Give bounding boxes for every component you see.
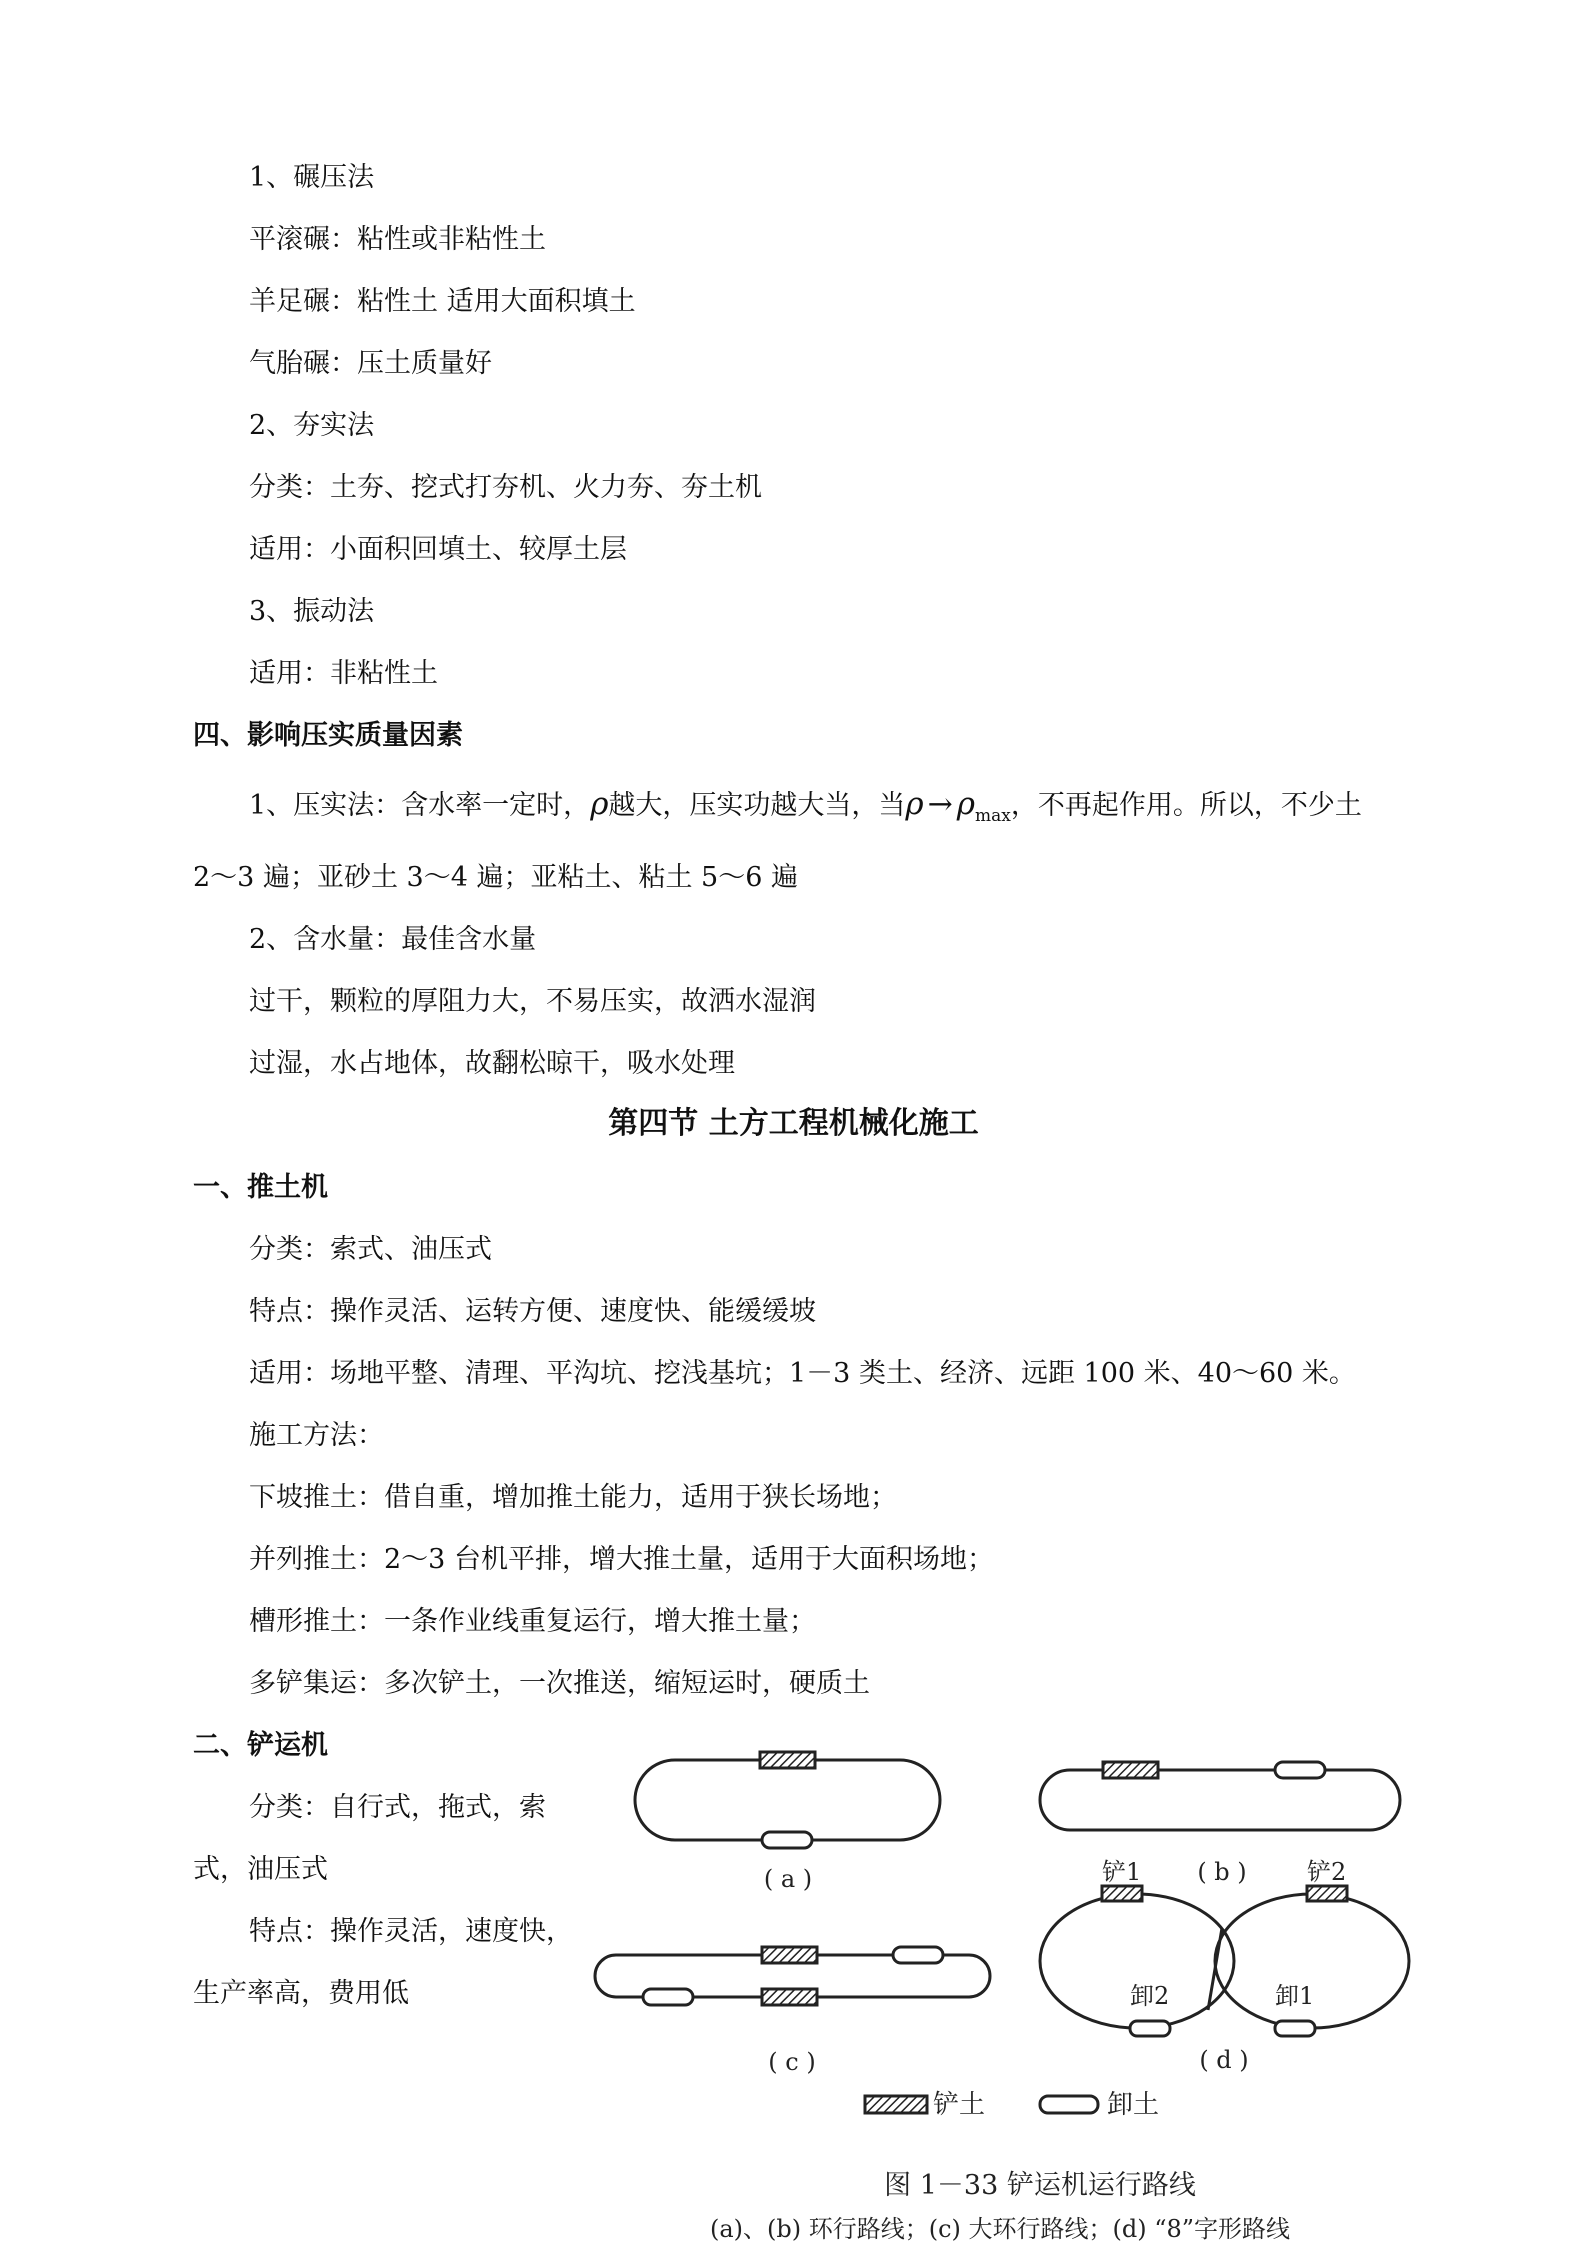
loading-segment (762, 1947, 817, 1963)
unloading-segment (1275, 1762, 1325, 1778)
arrow-symbol: → (927, 787, 953, 822)
legend-unload-swatch (1040, 2096, 1098, 2113)
loading-segment (762, 1989, 817, 2005)
text-line: 羊足碾：粘性土 适用大面积填土 (249, 286, 636, 317)
route-diagram-a (635, 1752, 940, 1848)
text-line: 过干，颗粒的厚阻力大，不易压实，故洒水湿润 (249, 986, 816, 1017)
section-heading: 四、影响压实质量因素 (193, 720, 463, 751)
text-line: 适用：非粘性土 (249, 658, 438, 689)
formula-text: 1、压实法：含水率一定时， (249, 790, 591, 821)
text-line: 式，油压式 (193, 1854, 328, 1885)
text-line: 3、振动法 (249, 596, 375, 627)
text-line: 多铲集运：多次铲土，一次推送，缩短运时，硬质土 (249, 1668, 870, 1699)
legend-unload-label: 卸土 (1107, 2090, 1160, 2120)
unloading-segment (643, 1989, 693, 2005)
unloading-segment (1130, 2021, 1170, 2036)
legend-load-label: 铲土 (933, 2090, 986, 2120)
text-line: 2、含水量：最佳含水量 (249, 924, 537, 955)
legend-load-swatch (865, 2096, 927, 2113)
text-line: 下坡推土：借自重，增加推土能力，适用于狭长场地； (249, 1482, 897, 1513)
figure-subcaption: (a)、(b) 环行路线；(c) 大环行路线；(d) “8”字形路线 (709, 2215, 1291, 2243)
text-line: 特点：操作灵活、运转方便、速度快、能缓缓坡 (249, 1296, 816, 1327)
text-line: 适用：场地平整、清理、平沟坑、挖浅基坑；1－3 类土、经济、远距 100 米、40～60 米。 (249, 1358, 1356, 1389)
bulldozer-heading: 一、推土机 (193, 1172, 328, 1203)
scraper-heading: 二、铲运机 (193, 1730, 328, 1761)
loading-segment (1102, 1886, 1142, 1901)
text-line: 并列推土：2～3 台机平排，增大推土量，适用于大面积场地； (249, 1544, 994, 1575)
formula-text: ，不再起作用。所以，不少土 (1010, 790, 1362, 821)
text-line: 2～3 遍；亚砂土 3～4 遍；亚粘土、粘土 5～6 遍 (193, 862, 798, 893)
unloading-segment (762, 1832, 812, 1848)
route-diagram-c (595, 1947, 990, 2005)
figure-label-d: ( d ) (1199, 2046, 1249, 2074)
route-diagram-b (1040, 1762, 1400, 1830)
text-line: 适用：小面积回填土、较厚土层 (249, 534, 627, 565)
rho-symbol: ρ (905, 786, 924, 822)
text-line: 生产率高，费用低 (193, 1978, 409, 2009)
loading-segment (760, 1752, 815, 1768)
unloading-segment (1275, 2021, 1315, 2036)
text-line: 施工方法： (249, 1420, 384, 1451)
figure-label-a: ( a ) (763, 1865, 813, 1893)
route-diagram-d (1040, 1886, 1409, 2036)
text-line: 1、碾压法 (249, 162, 375, 193)
figure-label-c: ( c ) (768, 2048, 816, 2076)
text-line: 分类：自行式，拖式，索 (249, 1792, 546, 1823)
label-chan1: 铲1 (1102, 1858, 1142, 1886)
text-line: 分类：土夯、挖式打夯机、火力夯、夯土机 (249, 472, 762, 503)
text-line: 气胎碾：压土质量好 (249, 348, 492, 379)
formula-text: 越大，压实功越大当，当 (608, 790, 906, 821)
section-title: 第四节 土方工程机械化施工 (608, 1106, 979, 1141)
label-chan2: 铲2 (1307, 1858, 1347, 1886)
label-xie1: 卸1 (1275, 1982, 1315, 2010)
figure-label-b: ( b ) (1197, 1858, 1247, 1886)
loading-segment (1307, 1886, 1347, 1901)
text-line: 分类：索式、油压式 (249, 1234, 492, 1265)
text-line: 平滚碾：粘性或非粘性土 (249, 224, 546, 255)
text-line: 特点：操作灵活，速度快， (249, 1916, 573, 1947)
unloading-segment (893, 1947, 943, 1963)
label-xie2: 卸2 (1130, 1982, 1170, 2010)
figure-caption: 图 1－33 铲运机运行路线 (884, 2170, 1196, 2201)
rho-symbol: ρ (956, 786, 976, 822)
loading-segment (1103, 1762, 1158, 1778)
rho-symbol: ρ (590, 786, 609, 822)
text-line: 过湿，水占地体，故翻松晾干，吸水处理 (249, 1048, 735, 1079)
text-line: 槽形推土：一条作业线重复运行，增大推土量； (249, 1606, 816, 1637)
text-line: 2、夯实法 (249, 410, 375, 441)
subscript-max: max (975, 806, 1011, 826)
